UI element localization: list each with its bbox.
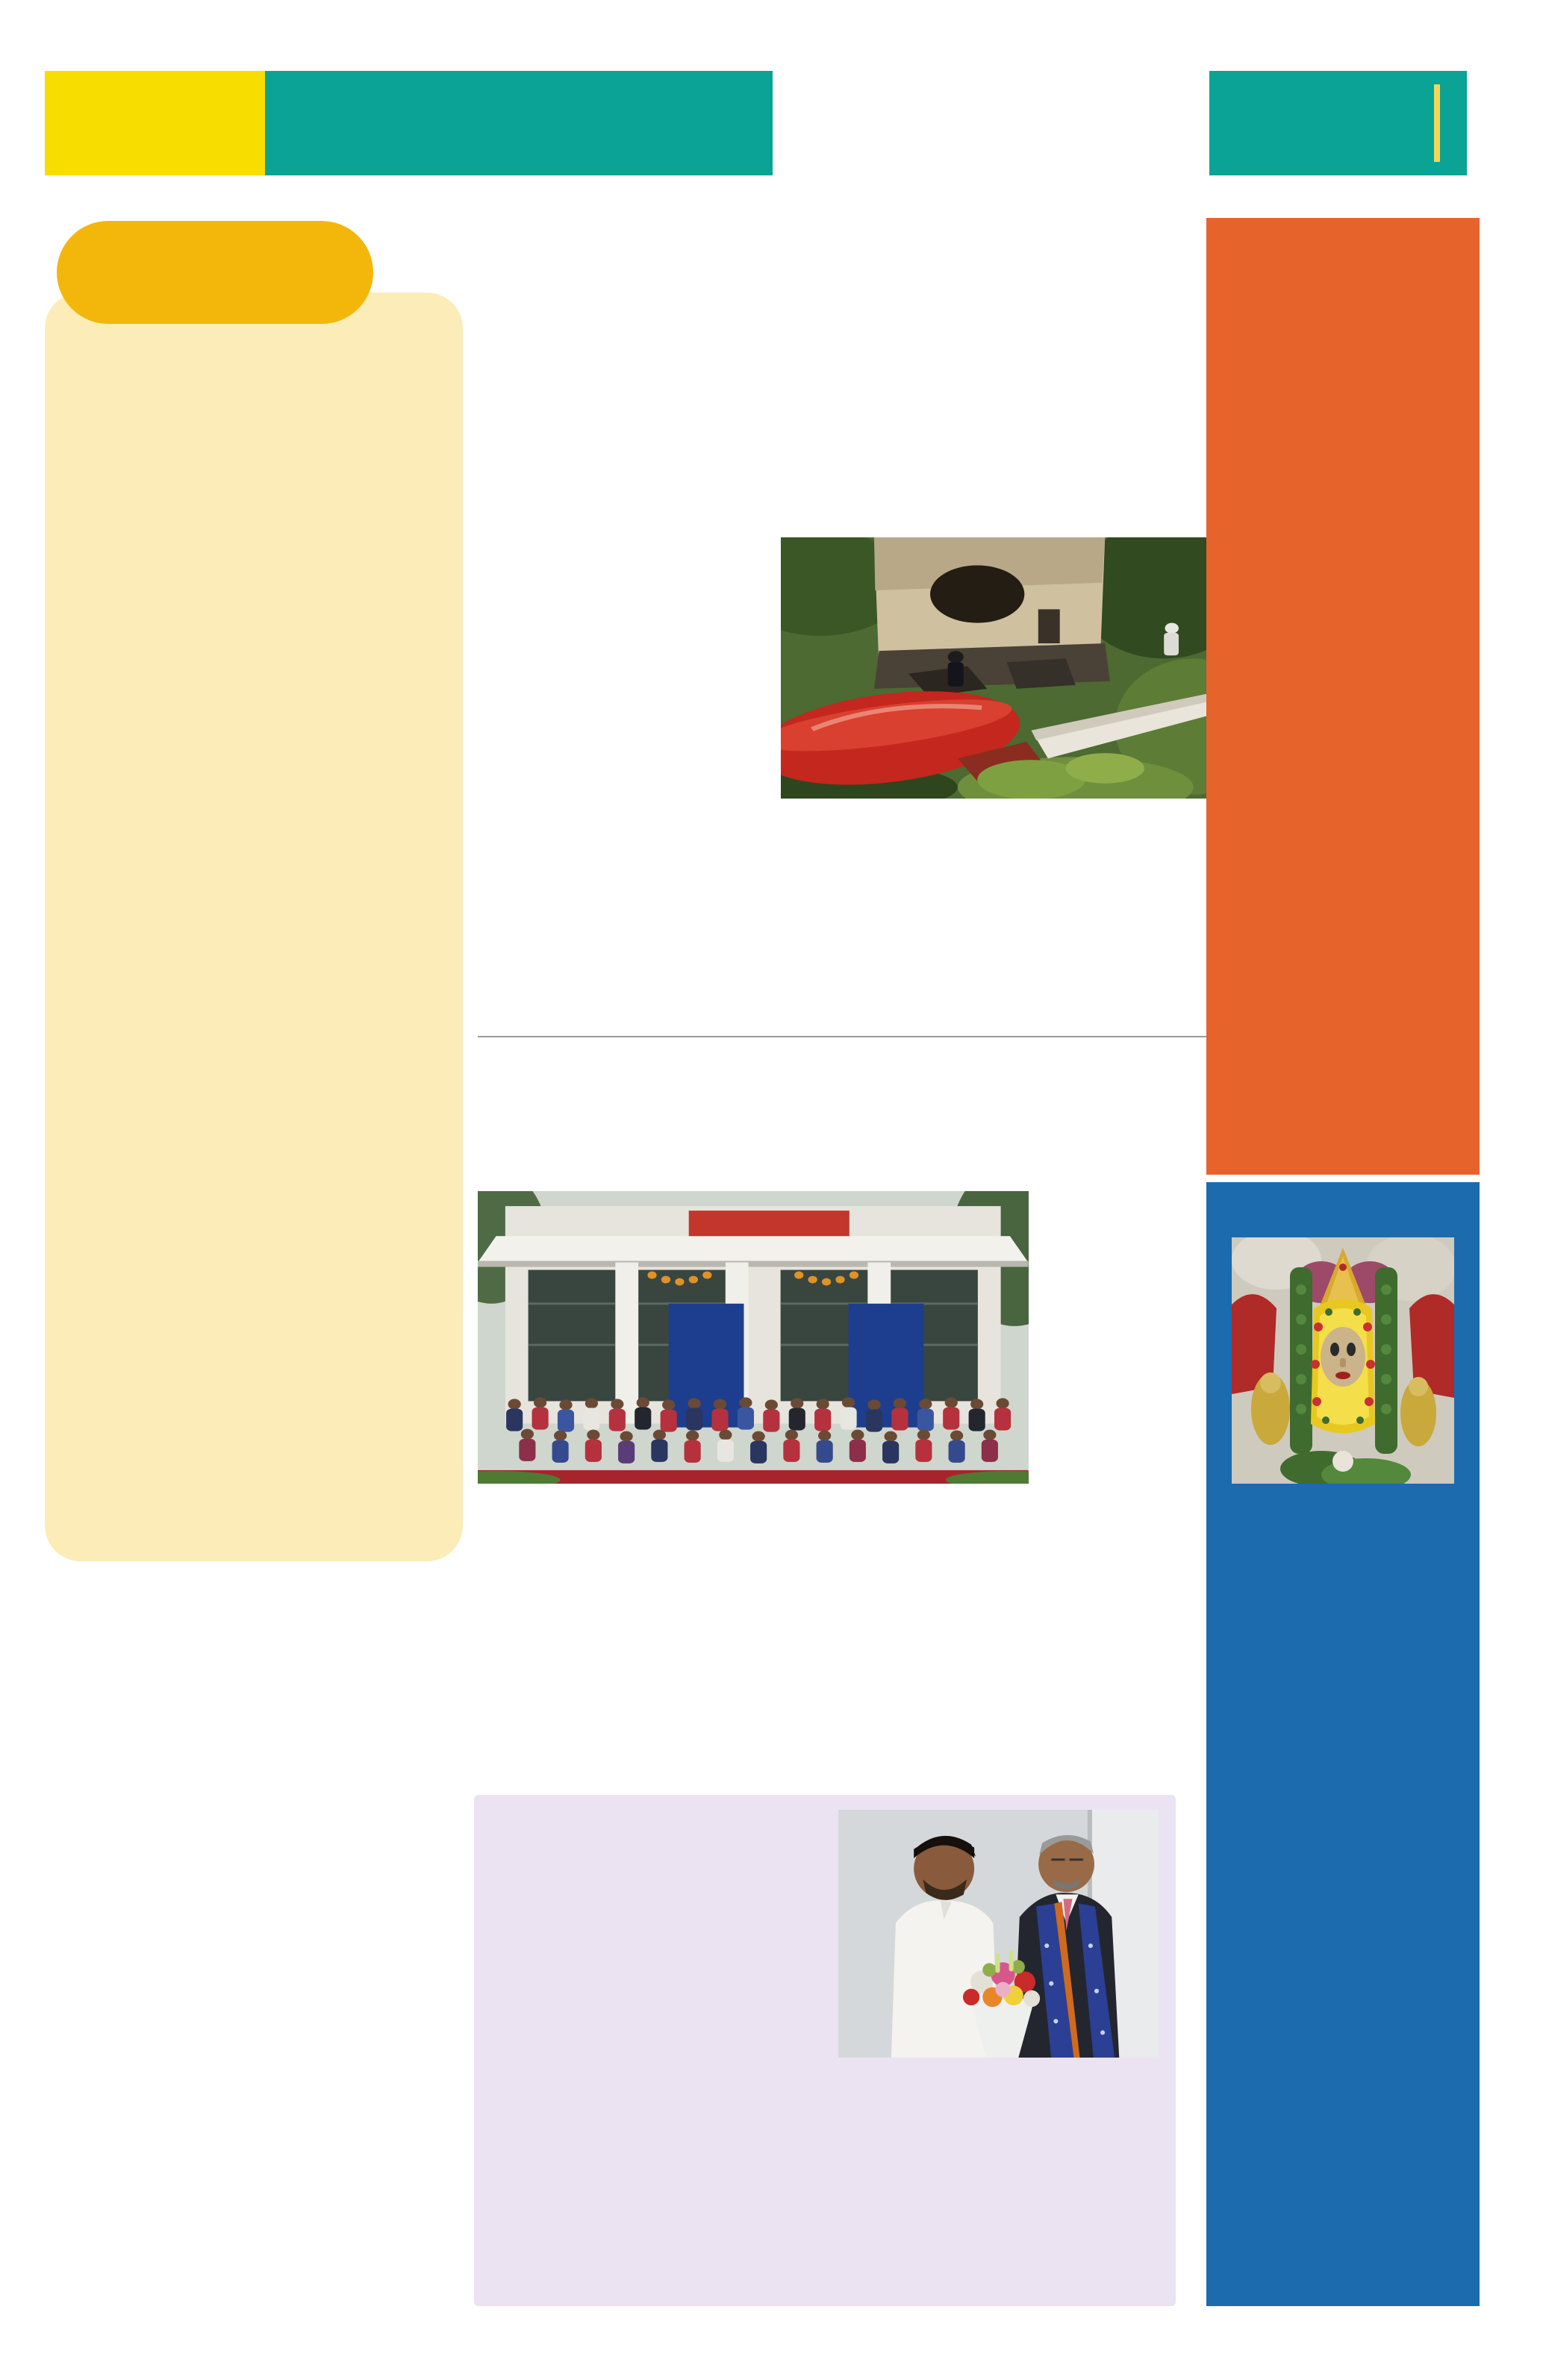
fiscal-article [495, 1816, 817, 2284]
masthead-date-block [1209, 71, 1467, 175]
lead-column-2 [629, 445, 763, 1006]
fiscal-photo-column [838, 1804, 1165, 2298]
profession-section [478, 1036, 1218, 1790]
lead-article-columns [478, 445, 1218, 1006]
editorial-box [45, 293, 463, 1561]
registration-bar [36, 2334, 1509, 2358]
cm-photo-illustration [838, 1810, 1159, 2058]
masthead-section-block [265, 71, 773, 175]
lead-column-5-top [1085, 445, 1218, 528]
lead-column-3-top [781, 445, 914, 528]
convocation-photo [478, 1191, 1029, 1484]
editorial-label-pill [57, 221, 373, 324]
fiscal-box [474, 1795, 1176, 2306]
profession-col1-top [478, 1048, 649, 1181]
bonalu-box [1206, 1182, 1480, 2306]
lead-column-5-bottom [1085, 808, 1218, 1006]
tariff-box [1206, 218, 1480, 1175]
lead-column-4-top [933, 445, 1067, 528]
profession-col3-top [858, 1048, 1029, 1181]
masthead-brand-block [45, 71, 265, 175]
cm-meeting-photo [838, 1810, 1159, 2058]
lead-column-4-bottom [933, 808, 1067, 1006]
convocation-photo-illustration [478, 1191, 1029, 1484]
transport-section [45, 1867, 463, 2315]
profession-columns [478, 1048, 1218, 1494]
divider-bar [1434, 84, 1440, 162]
crash-photo-illustration [781, 537, 1218, 799]
profession-col2-top [668, 1048, 839, 1181]
profession-right-column [1048, 1048, 1219, 1494]
crash-photo [781, 537, 1218, 799]
goddess-photo [1232, 1237, 1454, 1484]
goddess-photo-illustration [1232, 1237, 1454, 1484]
lead-column-3-bottom [781, 808, 914, 1006]
neet-section [45, 1581, 463, 1858]
lead-column-1 [478, 445, 611, 1006]
